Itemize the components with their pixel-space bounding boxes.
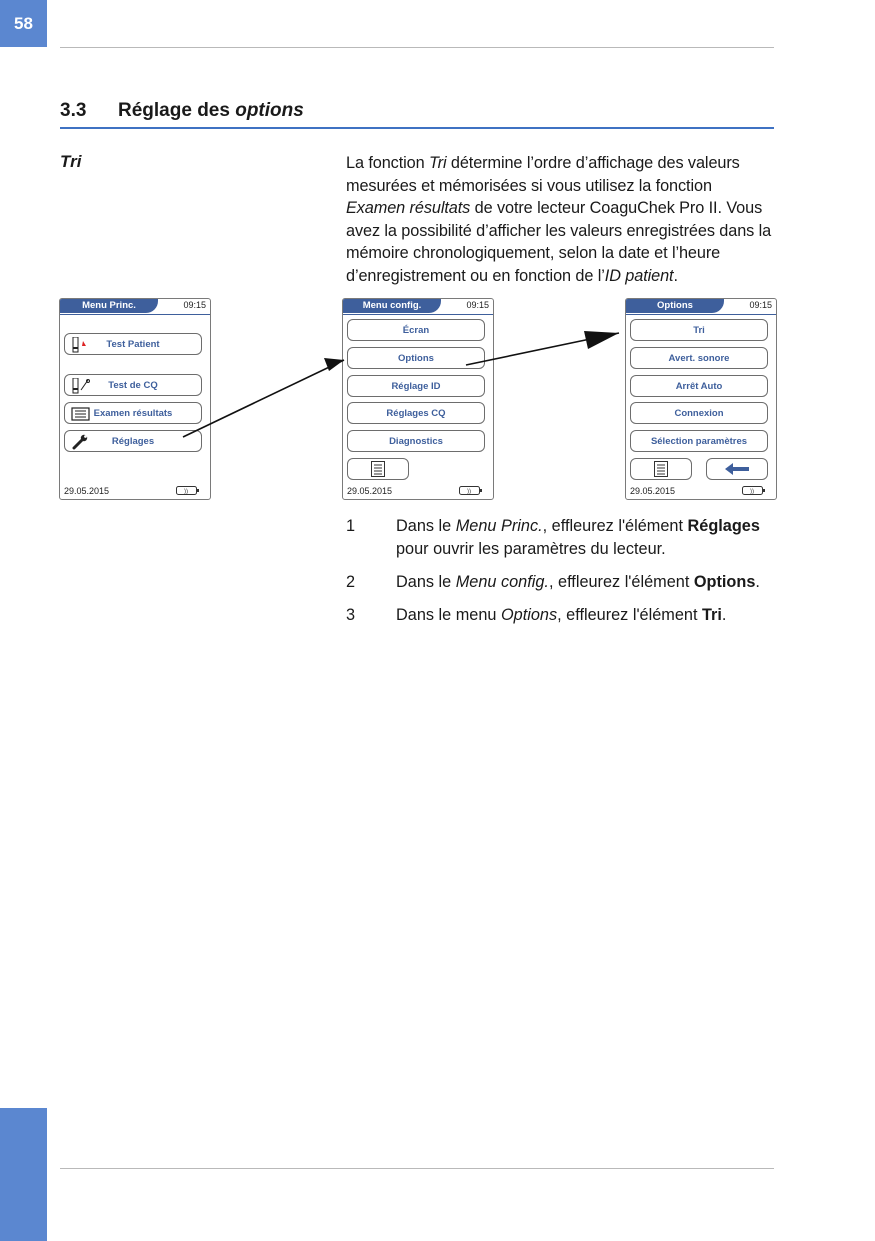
reglages-label: Réglages (111, 436, 155, 447)
step-text-run: . (755, 573, 760, 591)
step-text-run: , effleurez l'élément (557, 606, 703, 624)
avert-sonore-label: Avert. sonore (668, 353, 730, 364)
intro-text-run: Tri (428, 154, 447, 172)
step-text-run: Dans le menu (396, 606, 501, 624)
footer-rule (60, 1168, 774, 1169)
screen-time: 09:15 (183, 300, 206, 310)
intro-text-run: . (673, 266, 678, 285)
step-text-run: pour ouvrir les paramètres du lecteur. (396, 540, 666, 558)
arrow-reglages-to-menu-config (183, 360, 344, 437)
screen-date: 29.05.2015 (347, 486, 393, 496)
selection-parametres-label: Sélection paramètres (650, 436, 748, 447)
step-number: 1 (346, 517, 356, 535)
intro-text-run: de votre lecteur CoaguChek Pro II. Vous avez la possibilité d’afficher les valeurs enregistrées dans la mémoire chronologiquement, selon la date et l’heure d’enregistrement ou en fonction de l’ (346, 199, 772, 285)
step-text (396, 571, 786, 594)
step-text-run: Dans le (396, 517, 456, 535)
navigation-arrows (0, 0, 875, 600)
diagnostics-label: Diagnostics (389, 436, 443, 447)
intro-text-run: ID patient (604, 266, 674, 285)
section-number: 3.3 (60, 100, 87, 121)
screen-time: 09:15 (466, 300, 489, 310)
intro-text-run: détermine l’ordre d’affichage des valeurs mesurées et mémorisées si vous utilisez la fonction (346, 154, 740, 195)
svg-text:)): )) (467, 489, 471, 495)
intro-text-run: Examen résultats (346, 199, 471, 217)
arrow-head-1 (324, 358, 344, 371)
steps-list (346, 515, 786, 637)
tri-label: Tri (693, 325, 705, 336)
examen-resultats-label: Examen résultats (93, 408, 173, 419)
step-text (396, 604, 786, 627)
step-text-run: . (721, 606, 727, 624)
step-text-run: Réglages (687, 517, 760, 535)
step-text-run: Menu Princ. (455, 517, 543, 535)
connexion-label: Connexion (674, 408, 724, 419)
section-title-plain: Réglage des (118, 100, 236, 121)
test-cq-label: Test de CQ (108, 380, 158, 391)
step-text-run: Options (500, 606, 558, 624)
step-text (396, 515, 786, 561)
screen-date: 29.05.2015 (630, 486, 676, 496)
screen-time: 09:15 (749, 300, 772, 310)
screen-title: Options (626, 299, 724, 313)
step-text-run: Tri (702, 606, 722, 624)
step-text-run: , effleurez l'élément (548, 573, 694, 591)
intro-text-run: La fonction (346, 154, 429, 172)
step-text-run: Options (693, 573, 756, 591)
step-item (346, 571, 786, 594)
svg-text:)): )) (750, 489, 754, 495)
screen-date: 29.05.2015 (64, 486, 110, 496)
reglages-cq-label: Réglages CQ (386, 408, 446, 419)
step-number: 3 (346, 606, 356, 624)
page-number: 58 (14, 13, 33, 33)
reglage-id-label: Réglage ID (391, 381, 441, 392)
section-title-italic: options (235, 100, 304, 121)
arret-auto-label: Arrêt Auto (675, 381, 723, 392)
ecran-label: Écran (402, 325, 430, 336)
side-color-tab (0, 1108, 47, 1241)
screen-title: Menu config. (343, 299, 441, 313)
options-label: Options (398, 353, 434, 364)
step-text-run: Menu config. (455, 573, 549, 591)
svg-text:)): )) (184, 489, 188, 495)
side-label: Tri (60, 152, 82, 171)
screen-title: Menu Princ. (60, 299, 158, 313)
step-text-run: , effleurez l'élément (542, 517, 688, 535)
step-item (346, 604, 786, 627)
step-item (346, 515, 786, 561)
step-number: 2 (346, 573, 356, 591)
step-text-run: Dans le (396, 573, 456, 591)
test-patient-label: Test Patient (106, 339, 160, 350)
arrow-head-2 (584, 331, 619, 349)
